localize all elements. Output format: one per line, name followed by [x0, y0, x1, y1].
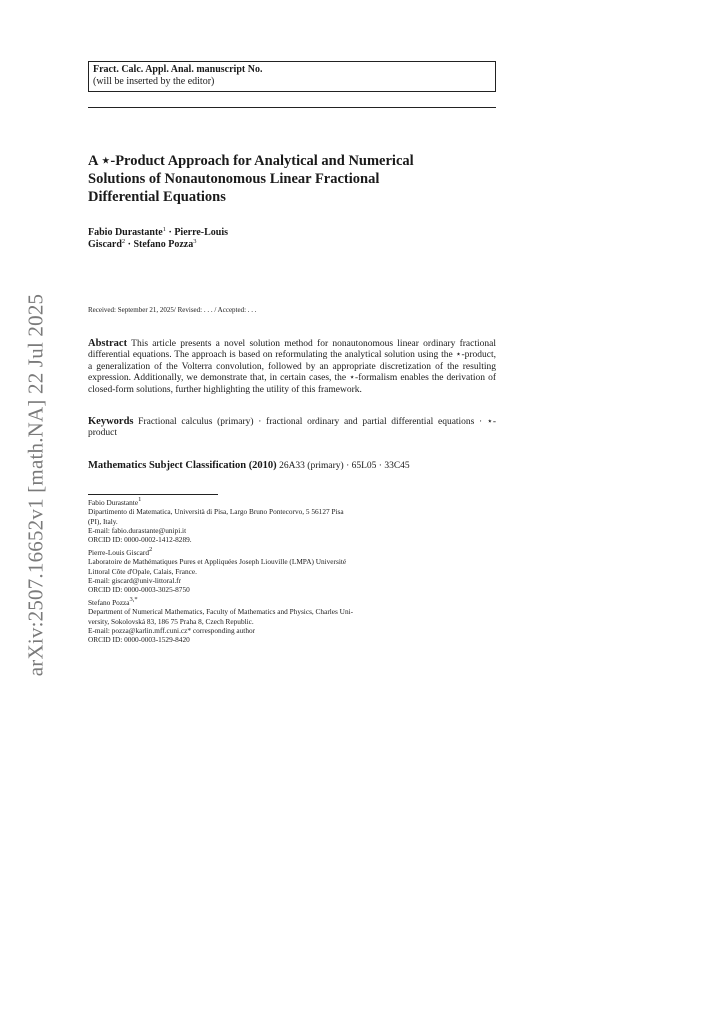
- author-durastante-sup: 1: [162, 226, 166, 233]
- affiliation-name: Pierre-Louis Giscard$^2$: [88, 546, 153, 558]
- abstract: [88, 338, 496, 396]
- arxiv-id-stamp: arXiv:2507.16652v1 [math.NA] 22 Jul 2025: [23, 293, 48, 677]
- paper-title: [88, 152, 496, 206]
- author-line-1: [88, 227, 496, 239]
- affiliation-email: E-mail: fabio.durastante@unipi.it: [88, 525, 187, 535]
- msc-classification: [88, 460, 496, 472]
- author-pozza: Stefano Pozza: [133, 239, 194, 250]
- affiliation-pozza: [88, 598, 496, 644]
- affiliation-orcid: ORCID ID: 0000-0002-1412-8289.: [88, 535, 192, 545]
- affiliation-line: Dipartimento di Matematica, Università di Pisa, Largo Bruno Pontecorvo, 5 56127 Pisa: [88, 507, 344, 517]
- affiliation-email: E-mail: pozza@karlin.mff.cuni.cz* corresponding author: [88, 625, 256, 635]
- affiliation-line: Littoral Côte d'Opale, Calais, France.: [88, 566, 197, 576]
- abstract-text: This article presents a novel solution method for nonautonomous linear ordinary fractional differential equations. The approach is based on reformulating the analytical solution using the ⋆-product, a generalization of the Volterra convolution, followed by an appropriate discretization of the resulting expression. Additionally, we demonstrate that, in certain cases, the ⋆-formalism enables the derivation of closed-form solutions, further highlighting the utility of this framework.: [88, 339, 496, 395]
- affiliation-line: (PI), Italy.: [88, 516, 118, 526]
- header-rule: [88, 107, 496, 108]
- journal-name: Fract. Calc. Appl. Anal. manuscript No.: [93, 64, 263, 75]
- title-line-1: A ⋆-Product Approach for Analytical and Numerical: [88, 153, 414, 169]
- editor-note: (will be inserted by the editor): [93, 76, 215, 87]
- affiliation-name: Stefano Pozza$^{3,*}$: [88, 596, 138, 608]
- affiliation-line: Laboratoire de Mathématiques Pures et Appliquées Joseph Liouville (LMPA) Université: [88, 557, 347, 567]
- affiliation-email: E-mail: giscard@univ-littoral.fr: [88, 575, 182, 585]
- author-giscard-first: Pierre-Louis: [174, 227, 229, 238]
- title-line-3: Differential Equations: [88, 189, 226, 205]
- affiliation-orcid: ORCID ID: 0000-0003-1529-8420: [88, 635, 190, 645]
- author-list: [88, 227, 496, 251]
- journal-header-box: [88, 61, 496, 92]
- affiliation-orcid: ORCID ID: 0000-0003-3025-8750: [88, 585, 190, 595]
- author-pozza-sup: 3: [193, 238, 197, 245]
- paper-first-page: [88, 61, 496, 644]
- msc-text: 26A33 (primary) · 65L05 · 33C45: [279, 460, 410, 471]
- affiliation-line: Department of Numerical Mathematics, Faculty of Mathematics and Physics, Charles Uni-: [88, 607, 354, 617]
- keywords-label: Keywords: [88, 416, 134, 428]
- affiliation-durastante: [88, 498, 496, 544]
- received-dates: Received: September 21, 2025/ Revised: . . . / Accepted: . . .: [88, 306, 257, 314]
- footnote-rule: [88, 494, 218, 495]
- msc-label: Mathematics Subject Classification (2010): [88, 459, 277, 471]
- affiliation-name: Fabio Durastante$^1$: [88, 496, 142, 508]
- affiliation-line: versity, Sokolovská 83, 186 75 Praha 8, Czech Republic.: [88, 616, 254, 626]
- arxiv-sidebar: [14, 290, 58, 680]
- title-line-2: Solutions of Nonautonomous Linear Fractional: [88, 171, 380, 187]
- abstract-label: Abstract: [88, 338, 128, 349]
- keywords: [88, 416, 496, 440]
- author-separator: ·: [165, 227, 175, 238]
- author-giscard-last: Giscard: [88, 239, 122, 250]
- affiliation-giscard: [88, 548, 496, 594]
- author-line-2: [88, 239, 496, 251]
- author-giscard-sup: 2: [121, 238, 126, 245]
- author-durastante: Fabio Durastante: [88, 227, 163, 238]
- keywords-text: Fractional calculus (primary) · fractional ordinary and partial differential equations · ⋆-product: [88, 417, 496, 439]
- author-separator: ·: [125, 239, 134, 250]
